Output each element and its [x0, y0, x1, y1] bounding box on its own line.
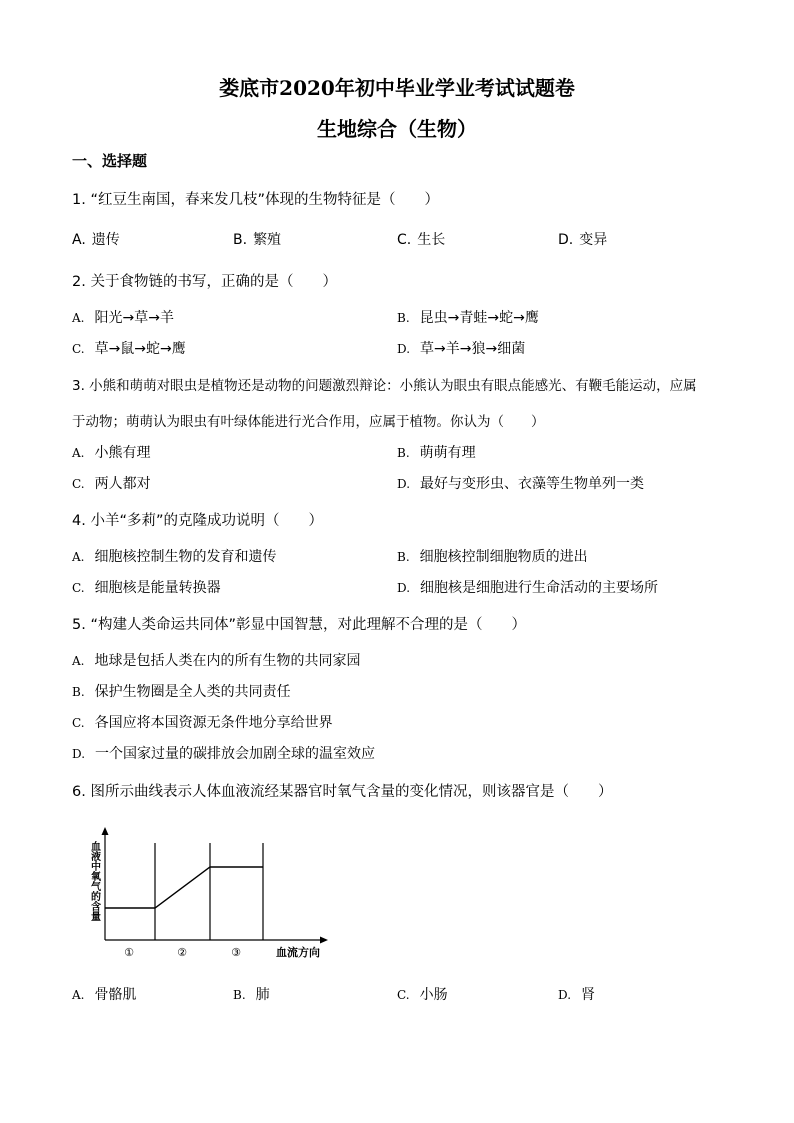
option-text: 保护生物圈是全人类的共同责任 [94, 684, 291, 700]
option-key: B. [397, 446, 410, 460]
option-text: 一个国家过量的碳排放会加剧全球的温室效应 [95, 746, 376, 762]
q1-option-c[interactable] [397, 229, 445, 249]
option-key: A. [72, 550, 85, 564]
question-5-stem: 5. “构建人类命运共同体”彰显中国智慧，对此理解不合理的是（ ） [72, 617, 526, 633]
q4-option-b[interactable] [397, 546, 588, 566]
q6-option-d[interactable] [558, 984, 595, 1004]
option-text: 遗传 [91, 232, 120, 248]
q4-option-a[interactable] [72, 546, 276, 566]
q1-option-a[interactable] [72, 229, 120, 249]
question-1-stem: 1. “红豆生南国，春来发几枝”体现的生物特征是（ ） [72, 192, 439, 208]
q2-option-d[interactable] [397, 338, 525, 358]
segment-label-1: ① [124, 946, 134, 959]
option-text: 草→鼠→蛇→鹰 [94, 341, 186, 357]
q1-option-b[interactable] [233, 229, 281, 249]
question-2-stem: 2. 关于食物链的书写，正确的是（ ） [72, 274, 337, 290]
option-text: 繁殖 [253, 232, 282, 248]
segment-label-3: ③ [231, 946, 241, 959]
option-key: C. [72, 581, 85, 595]
q2-option-c[interactable] [72, 338, 186, 358]
option-key: D. [558, 988, 572, 1002]
option-text: 细胞核控制生物的发育和遗传 [94, 549, 277, 565]
oxygen-curve-figure [80, 825, 340, 965]
y-axis-arrow [102, 827, 109, 835]
option-text: 肾 [581, 987, 596, 1003]
option-key: A. [72, 232, 86, 248]
option-key: D. [558, 232, 574, 248]
option-key: C. [72, 477, 85, 491]
q5-option-b[interactable] [72, 681, 291, 701]
q3-option-c[interactable] [72, 473, 151, 493]
option-text: 昆虫→青蛙→蛇→鹰 [419, 310, 539, 326]
option-key: D. [72, 747, 86, 761]
option-text: 各国应将本国资源无条件地分享给世界 [94, 715, 333, 731]
option-key: B. [233, 988, 246, 1002]
q6-option-a[interactable] [72, 984, 136, 1004]
option-text: 地球是包括人类在内的所有生物的共同家园 [94, 653, 361, 669]
q3-option-d[interactable] [397, 473, 644, 493]
question-3-stem-line1: 3. 小熊和萌萌对眼虫是植物还是动物的问题激烈辩论：小熊认为眼虫有眼点能感光、有鞭毛能运动，应属 [72, 378, 697, 394]
q3-option-b[interactable] [397, 442, 476, 462]
q3-option-a[interactable] [72, 442, 150, 462]
option-key: B. [233, 232, 248, 248]
option-text: 小肠 [419, 987, 448, 1003]
option-key: C. [72, 716, 85, 730]
option-key: B. [397, 550, 410, 564]
question-4-stem: 4. 小羊“多莉”的克隆成功说明（ ） [72, 513, 323, 529]
q5-option-c[interactable] [72, 712, 333, 732]
option-key: C. [397, 232, 412, 248]
option-key: C. [397, 988, 410, 1002]
option-text: 萌萌有理 [419, 445, 476, 461]
q4-option-d[interactable] [397, 577, 658, 597]
option-key: A. [72, 311, 85, 325]
x-axis-arrow [320, 937, 328, 944]
x-axis-label: 血流方向 [276, 946, 320, 959]
option-text: 细胞核是细胞进行生命活动的主要场所 [420, 580, 659, 596]
option-text: 最好与变形虫、衣藻等生物单列一类 [420, 476, 645, 492]
q6-option-c[interactable] [397, 984, 448, 1004]
option-text: 生长 [417, 232, 446, 248]
q2-option-b[interactable] [397, 307, 539, 327]
option-key: B. [397, 311, 410, 325]
option-key: D. [397, 342, 411, 356]
q5-option-a[interactable] [72, 650, 360, 670]
q5-option-d[interactable] [72, 743, 375, 763]
page-subtitle: 生地综合（生物） [317, 117, 477, 141]
option-key: D. [397, 477, 411, 491]
option-key: A. [72, 988, 85, 1002]
q4-option-c[interactable] [72, 577, 221, 597]
q6-option-b[interactable] [233, 984, 270, 1004]
option-key: A. [72, 446, 85, 460]
option-key: D. [397, 581, 411, 595]
page-title: 娄底市2020年初中毕业学业考试试题卷 [219, 76, 575, 100]
option-key: A. [72, 654, 85, 668]
option-text: 两人都对 [94, 476, 151, 492]
option-text: 草→羊→狼→细菌 [420, 341, 526, 357]
question-6-stem: 6. 图所示曲线表示人体血液流经某器官时氧气含量的变化情况，则该器官是（ ） [72, 784, 613, 800]
q2-option-a[interactable] [72, 307, 174, 327]
option-text: 小熊有理 [94, 445, 151, 461]
option-key: C. [72, 342, 85, 356]
option-text: 变异 [579, 232, 608, 248]
option-text: 细胞核控制细胞物质的进出 [419, 549, 588, 565]
section-heading: 一、选择题 [72, 152, 148, 170]
option-text: 细胞核是能量转换器 [94, 580, 221, 596]
y-axis-label: 血液中氧气的含量 [88, 841, 100, 921]
option-key: B. [72, 685, 85, 699]
oxygen-curve [105, 867, 263, 908]
q1-option-d[interactable] [558, 229, 607, 249]
segment-label-2: ② [177, 946, 187, 959]
option-text: 阳光→草→羊 [94, 310, 174, 326]
question-3-stem-line2: 于动物；萌萌认为眼虫有叶绿体能进行光合作用，应属于植物。你认为（ ） [72, 414, 545, 430]
option-text: 骨骼肌 [94, 987, 137, 1003]
option-text: 肺 [255, 987, 270, 1003]
